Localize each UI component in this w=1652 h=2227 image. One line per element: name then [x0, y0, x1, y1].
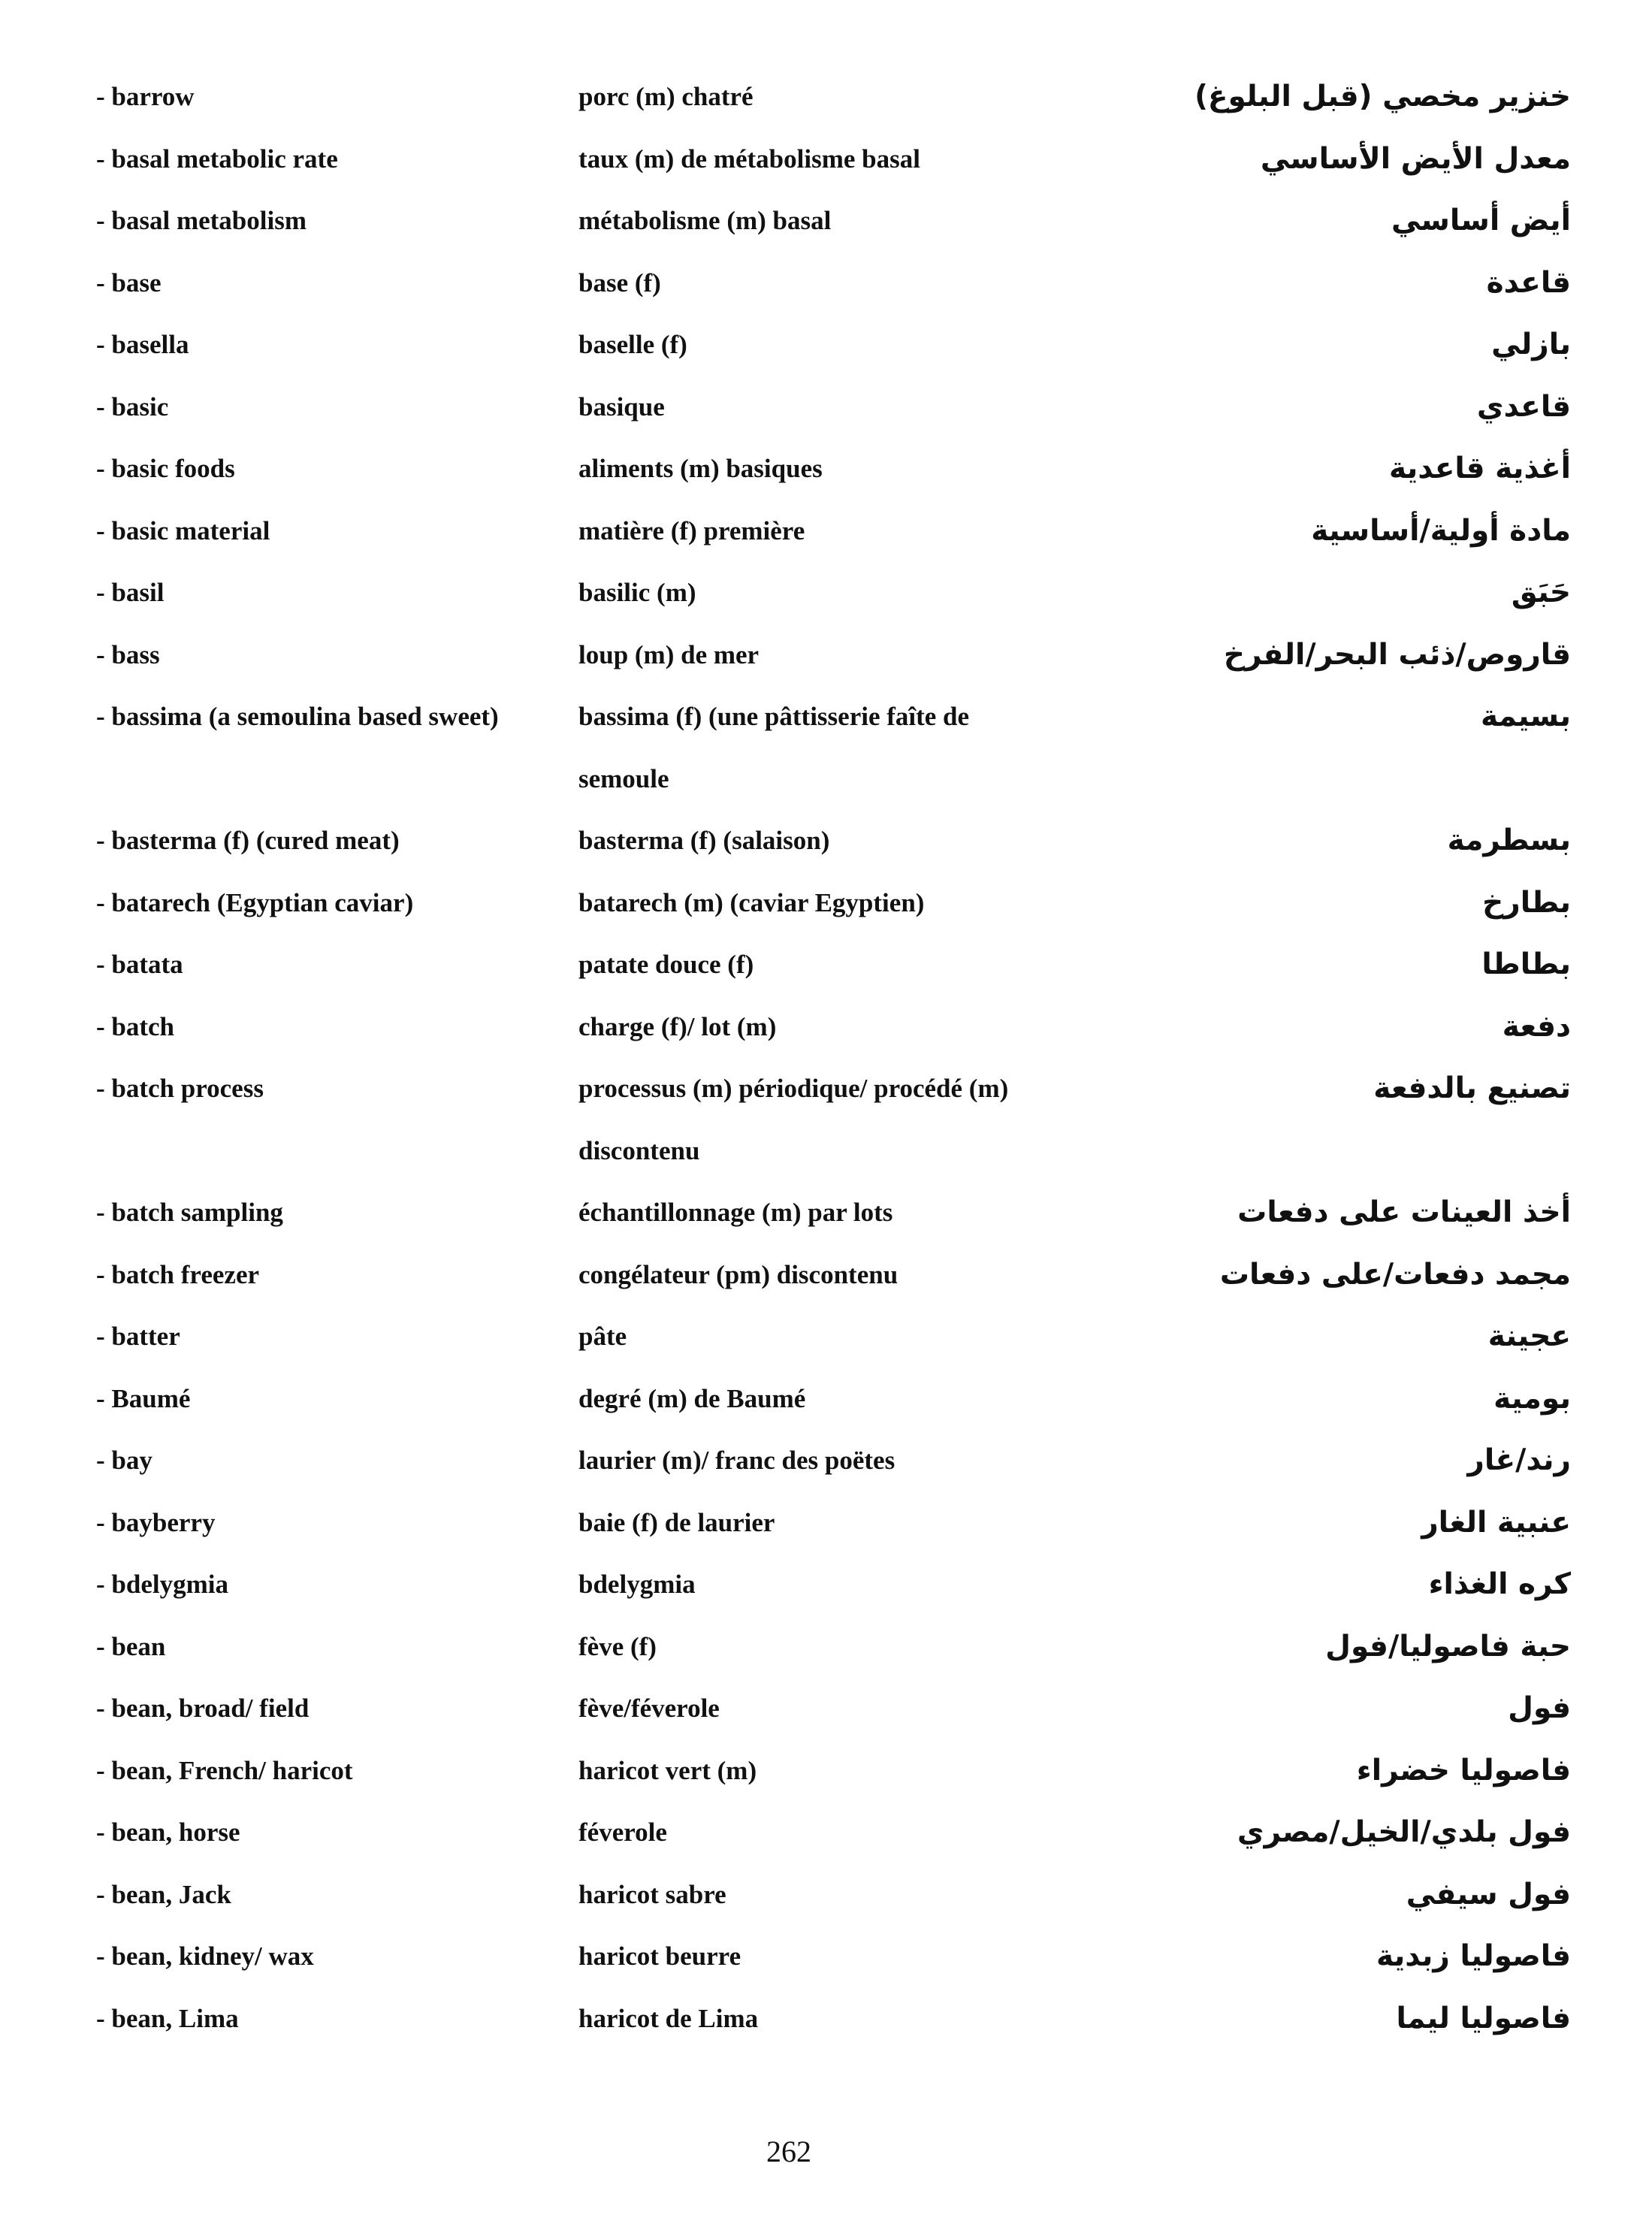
english-term: - barrow — [96, 82, 195, 111]
entry-row — [0, 934, 1652, 996]
arabic-term: عجينة — [1487, 1319, 1571, 1353]
arabic-term: بومية — [1493, 1381, 1571, 1416]
entry-row — [0, 376, 1652, 439]
arabic-term: أخذ العينات على دفعات — [1237, 1195, 1571, 1229]
french-term: laurier (m)/ franc des poëtes — [578, 1446, 895, 1475]
arabic-term: تصنيع بالدفعة — [1373, 1071, 1571, 1105]
french-term: charge (f)/ lot (m) — [578, 1011, 777, 1041]
entry-row — [0, 1244, 1652, 1307]
french-term: taux (m) de métabolisme basal — [578, 144, 920, 174]
english-term: - bean, Jack — [96, 1879, 231, 1909]
french-term: aliments (m) basiques — [578, 454, 823, 483]
entries-list — [0, 66, 1652, 2050]
page-number: 262 — [766, 2135, 811, 2168]
french-term: baie (f) de laurier — [578, 1507, 775, 1537]
french-term: loup (m) de mer — [578, 639, 760, 669]
french-term: échantillonnage (m) par lots — [578, 1198, 893, 1227]
entry-row — [0, 1492, 1652, 1555]
french-term: basilic (m) — [578, 578, 696, 607]
english-term: - basic — [96, 391, 169, 422]
english-term: - batch — [96, 1011, 175, 1041]
entry-row — [0, 252, 1652, 315]
arabic-term: مجمد دفعات/على دفعات — [1219, 1257, 1571, 1292]
english-term: - batter — [96, 1322, 180, 1351]
arabic-term: حَبَق — [1511, 576, 1571, 609]
arabic-term: خنزير مخصي (قبل البلوغ) — [1194, 80, 1571, 113]
french-term: haricot beurre — [578, 1941, 741, 1971]
entry-row — [0, 1988, 1652, 2050]
english-term: - Baumé — [96, 1383, 191, 1413]
french-term: fève (f) — [578, 1631, 657, 1661]
french-term: pâte — [578, 1322, 627, 1351]
entry-row — [0, 1740, 1652, 1802]
french-term: congélateur (pm) discontenu — [578, 1259, 898, 1289]
arabic-term: كره الغذاء — [1428, 1567, 1571, 1601]
french-term: processus (m) périodique/ procédé (m) discontenu — [578, 1074, 1009, 1165]
english-term: - bayberry — [96, 1507, 216, 1537]
entry-row — [0, 190, 1652, 252]
english-term: - batata — [96, 950, 183, 979]
english-term: - bean, French/ haricot — [96, 1755, 353, 1785]
english-term: - basella — [96, 330, 189, 359]
english-term: - bean, kidney/ wax — [96, 1941, 314, 1971]
entry-row — [0, 1678, 1652, 1740]
english-term: - base — [96, 267, 162, 298]
english-term: - basic foods — [96, 454, 235, 483]
french-term: métabolisme (m) basal — [578, 206, 832, 235]
arabic-term: أغذية قاعدية — [1388, 452, 1571, 485]
arabic-term: بازلي — [1491, 328, 1571, 361]
english-term: - bass — [96, 639, 160, 669]
entry-row — [0, 438, 1652, 500]
english-term: - bean, horse — [96, 1818, 240, 1847]
entry-row — [0, 1306, 1652, 1368]
english-term: - basal metabolic rate — [96, 144, 338, 174]
english-term: - batch process — [96, 1074, 264, 1103]
arabic-term: قاروص/ذئب البحر/الفرخ — [1223, 637, 1571, 672]
entry-row — [0, 872, 1652, 935]
arabic-term: حبة فاصوليا/فول — [1325, 1629, 1571, 1663]
entry-row — [0, 1802, 1652, 1864]
arabic-term: فاصوليا ليما — [1396, 2001, 1571, 2035]
entry-row — [0, 314, 1652, 376]
entry-row — [0, 996, 1652, 1059]
entry-row — [0, 66, 1652, 128]
english-term: - batarech (Egyptian caviar) — [96, 887, 414, 917]
entry-row — [0, 686, 1652, 810]
entry-row — [0, 1368, 1652, 1431]
french-term: basterma (f) (salaison) — [578, 826, 830, 855]
english-term: - bean, broad/ field — [96, 1694, 310, 1723]
french-term: matière (f) première — [578, 515, 805, 545]
french-term: baselle (f) — [578, 330, 687, 359]
arabic-term: دفعة — [1502, 1009, 1571, 1044]
arabic-term: بطاطا — [1481, 947, 1571, 981]
arabic-term: عنبية الغار — [1421, 1505, 1571, 1540]
english-term: - bean, Lima — [96, 2003, 239, 2033]
french-term: bdelygmia — [578, 1570, 696, 1599]
french-term: fève/féverole — [578, 1694, 720, 1723]
french-term: porc (m) chatré — [578, 82, 754, 111]
english-term: - bdelygmia — [96, 1570, 228, 1599]
english-term: - bay — [96, 1446, 153, 1475]
english-term: - basic material — [96, 515, 270, 545]
arabic-term: فول سيفي — [1406, 1877, 1571, 1911]
arabic-term: فول — [1508, 1691, 1571, 1725]
french-term: bassima (f) (une pâttisserie faîte de semoule — [578, 702, 970, 793]
french-term: haricot vert (m) — [578, 1755, 757, 1785]
french-term: féverole — [578, 1818, 667, 1847]
entry-row — [0, 500, 1652, 563]
arabic-term: قاعدي — [1476, 389, 1571, 424]
english-term: - basal metabolism — [96, 206, 307, 235]
arabic-term: رند/غار — [1467, 1443, 1571, 1477]
english-term: - batch freezer — [96, 1259, 260, 1289]
arabic-term: أيض أساسي — [1391, 204, 1571, 237]
english-term: - basil — [96, 578, 165, 607]
french-term: batarech (m) (caviar Egyptien) — [578, 887, 925, 917]
arabic-term: فاصوليا خضراء — [1356, 1753, 1571, 1787]
french-term: haricot de Lima — [578, 2003, 759, 2033]
entry-row — [0, 1616, 1652, 1679]
arabic-term: فول بلدي/الخيل/مصري — [1237, 1815, 1571, 1849]
french-term: patate douce (f) — [578, 950, 754, 979]
english-term: - basterma (f) (cured meat) — [96, 826, 400, 855]
french-term: degré (m) de Baumé — [578, 1383, 806, 1413]
arabic-term: بسيمة — [1480, 700, 1571, 733]
entry-row — [0, 1182, 1652, 1244]
arabic-term: معدل الأيض الأساسي — [1260, 141, 1571, 176]
french-term: haricot sabre — [578, 1879, 726, 1909]
arabic-term: فاصوليا زبدية — [1376, 1939, 1571, 1973]
french-term: base (f) — [578, 267, 661, 298]
entry-row — [0, 810, 1652, 872]
french-term: basique — [578, 391, 665, 422]
arabic-term: قاعدة — [1486, 265, 1571, 300]
english-term: - batch sampling — [96, 1198, 283, 1227]
entry-row — [0, 1058, 1652, 1182]
entry-row — [0, 1926, 1652, 1988]
entry-row — [0, 1554, 1652, 1616]
entry-row — [0, 1864, 1652, 1926]
arabic-term: مادة أولية/أساسية — [1311, 513, 1571, 548]
english-term: - bean — [96, 1631, 166, 1661]
entry-row — [0, 562, 1652, 624]
english-term: - bassima (a semoulina based sweet) — [96, 702, 499, 731]
entry-row — [0, 624, 1652, 687]
entry-row — [0, 128, 1652, 191]
arabic-term: بسطرمة — [1447, 823, 1571, 857]
arabic-term: بطارخ — [1482, 885, 1571, 920]
entry-row — [0, 1430, 1652, 1492]
